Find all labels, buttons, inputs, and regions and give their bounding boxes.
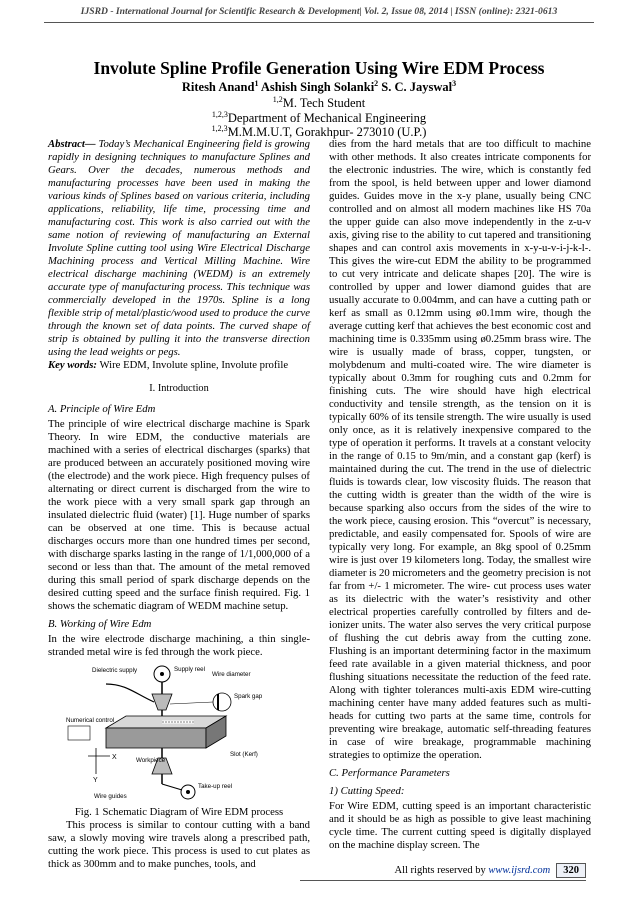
- wire-diameter-label: Wire diameter: [212, 671, 251, 678]
- author-sup: 2: [374, 79, 379, 88]
- keywords: [48, 359, 310, 372]
- workpiece-label: Workpiece: [136, 757, 166, 764]
- left-column: [48, 138, 310, 871]
- numerical-control-label: Numerical control: [66, 717, 115, 724]
- page-number: 320: [556, 863, 586, 878]
- section-c1-text: For Wire EDM, cutting speed is an important characteristic and it should be as high as possible to give least machining cycle time. The current cutting speed is digitally displayed on the machine display screen. The: [329, 800, 591, 851]
- author-name: S. C. Jayswal: [381, 80, 453, 95]
- author-sup: 1: [254, 79, 259, 88]
- x-axis-label: X: [112, 754, 117, 761]
- affiliation-sup: 1,2,3: [211, 110, 228, 119]
- right-column-text: dies from the hard metals that are too difficult to machine with other methods. It also creates intricate components for the electronic industries. The wire, which is constantly fed from the spool, is held between upper and lower diamond guides. Guides move in the x-y plane, usually being CNC controlled and on almost all modern machines like HS 70a the upper guide can also move independently in the z-u-v axis, giving rise to the ability to cut tapered and transitioning shapes and can control axis movements in x-y-u-v-i-j-k-l-. This gives the wire-cut EDM the ability to be programmed to cut very intricate and delicate shapes [20]. The wire is controlled by upper and lower diamond guides that are usually accurate to 0.004mm, and can have a cutting path or kerf as small as 0.12mm using ø0.1mm wire, though the average cutting kerf that achieves the best economic cost and machining time is 0.335mm using ø0.25mm brass wire. The wire is usually made of brass, copper, tungsten, or molybdenum and multi-coated wire. The wire diameter is typically about 0.3mm for roughing cuts and 0.2mm for finishing cuts. The wire should have high electrical conductivity and tensile strength, as the tension on it is typically 60% of its tensile strength. The wire usually is used only once, as it is relatively inexpensive compared to the type of operation it performs. It travels at a constant velocity in the range of 0.15 to 9m/min, and a constant gap (kerf) is maintained during the cut. The trend in the use of dielectric fluids is towards clear, low viscosity fluids. The reason that the cutting width is greater than the width of the wire is because sparking also occurs from the sides of the wire to the work piece, causing erosion. This “overcut” is necessary, predictable, and easily compensated for. Spools of wire are typically very long. For example, an 8kg spool of 0.25mm wire is just over 19 kilometers long. Today, the smallest wire diameter is 20 micrometers and the geometry precision is not far from +/- 1 micrometer. The wire- cut process uses water as its dielectric with the water’s resistivity and other electrical properties carefully controlled by filters and de-ionizer units. The water also serves the very critical purpose of flushing the cut debris away from the cutting zone. Flushing is an important determining factor in the maximum feed rate available in a given material thickness, and poor flushing situations necessitate the reduction of the feed rate. Along with tighter tolerances multi-axis EDM wire-cutting machining center have many added features such as multi-heads for cutting two parts at the same time, controls for preventing wire breakage, automatic self-threading features in case of wire breakage, programmable machining strategies to optimize the operation.: [329, 138, 591, 761]
- page-footer: [395, 863, 587, 878]
- abstract-label: Abstract—: [48, 138, 96, 150]
- y-axis-label: Y: [93, 777, 98, 784]
- subsection-heading-c: C. Performance Parameters: [329, 767, 450, 779]
- affiliation-sup: 1,2: [272, 95, 283, 104]
- journal-url-link[interactable]: www.ijsrd.com: [488, 865, 551, 876]
- abstract-text: Today’s Mechanical Engineering field is growing rapidly in designing techniques to manufacture Splines and Gears. Over the decades, numerous methods and manufacturing processes have been used in making the various kinds of Splines based on various criteria, including applications, reliability, life time, processing time and manufacturing cost. This work is also carried out with the same notion of reviewing of manufacturing an External Involute Spline cutting tool using Wire Electrical Discharge Machining process and Vertical Milling Machine. Wire electrical discharge machining (WEDM) is an extremely accurate type of manufacturing process. This technique was commercially developed in the 1970s. Spline is a long flexible strip of metal/plastic/wood used to produce the curve through the known set of data points. The curved shape of strip is obtained by pulling it into the transverse direction using the lead weights or pegs.: [48, 138, 310, 358]
- author-name: Ritesh Anand: [181, 80, 255, 95]
- abstract: [48, 138, 310, 359]
- footer-rights: All rights reserved by: [394, 865, 489, 876]
- takeup-reel-label: Take-up reel: [198, 783, 233, 790]
- dielectric-label: Dielectric supply: [92, 667, 138, 674]
- slot-label: Slot (Kerf): [230, 751, 258, 758]
- affiliation-sup: 1,2,3: [211, 124, 228, 133]
- section-a-text: The principle of wire electrical discharge machine is Spark Theory. In wire EDM, the conductive materials are machined with a series of electrical discharges (sparks) that are produced between an accurately positioned moving wire (the electrode) and the work piece. High frequency pulses of alternating or direct current is discharged from the wire to the work piece with a very small spark gap through an insulated dielectric fluid (water) [1]. Huge number of sparks can be observed at one time. This is because actual discharges occurs more than one hundred times per second, with discharge sparks lasting in the range of 1/1,000,000 of a second or less than that. The amount of the metal removed during this small period of spark discharge depends on the desired cutting speed and the surface finish required. Fig. 1 shows the schematic diagram of WEDM machine setup.: [48, 418, 310, 612]
- figure-caption: Fig. 1 Schematic Diagram of Wire EDM process: [74, 806, 284, 818]
- post-figure-text: This process is similar to contour cutting with a band saw, a slowly moving wire travels along a prescribed path, cutting the work piece. This process is used to cut plates as thick as 300mm and to make punches, tools, and: [48, 819, 310, 870]
- supply-reel-label: Supply reel: [174, 666, 205, 673]
- affiliation-text: Department of Mechanical Engineering: [227, 111, 427, 126]
- right-column: [329, 138, 591, 852]
- affiliation-text: M. Tech Student: [282, 96, 366, 111]
- paper-title: Involute Spline Profile Generation Using Wire EDM Process: [93, 58, 545, 78]
- workpiece-block: [106, 728, 206, 748]
- affiliation-line: [0, 95, 638, 111]
- affiliation-text: M.M.M.U.T, Gorakhpur- 273010 (U.P.): [227, 125, 427, 140]
- header-divider: [44, 22, 594, 23]
- footer-divider: [300, 880, 586, 881]
- spark-gap-label: Spark gap: [234, 693, 263, 700]
- section-heading-introduction: I. Introduction: [149, 383, 209, 394]
- author-list: [0, 79, 638, 95]
- subsection-heading-b: B. Working of Wire Edm: [48, 618, 152, 630]
- wedm-schematic-figure: [66, 664, 286, 802]
- subsubsection-heading-c1: 1) Cutting Speed:: [329, 785, 405, 797]
- author-sup: 3: [452, 79, 457, 88]
- subsection-heading-a: A. Principle of Wire Edm: [48, 403, 156, 415]
- author-name: Ashish Singh Solanki: [260, 80, 375, 95]
- upper-wire-guide: [152, 694, 172, 710]
- section-b-text: In the wire electrode discharge machining, a thin single-stranded metal wire is fed through the work piece.: [48, 633, 310, 658]
- keywords-label: Key words:: [48, 359, 97, 371]
- wedm-schematic-diagram: [66, 664, 286, 802]
- keywords-text: Wire EDM, Involute spline, Involute profile: [96, 359, 289, 371]
- journal-header: IJSRD - International Journal for Scientific Research & Development| Vol. 2, Issue 08, 2014 | ISSN (online): 2321-0613: [80, 6, 558, 17]
- wire-guides-label: Wire guides: [94, 793, 127, 800]
